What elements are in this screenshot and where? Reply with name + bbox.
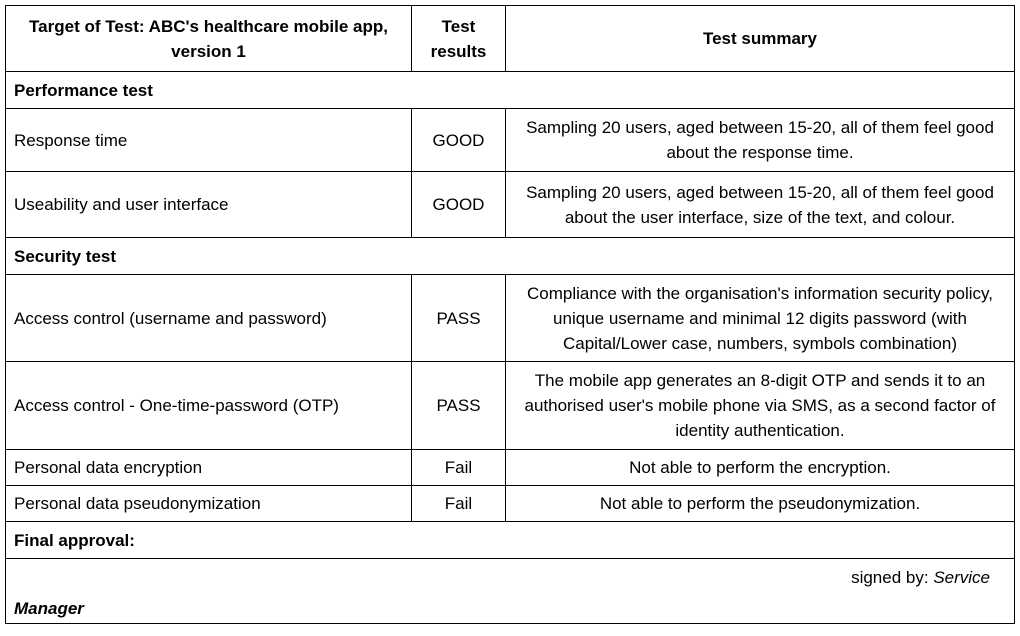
section-title-security: Security test <box>6 238 1015 275</box>
test-name-cell: Useability and user interface <box>6 172 412 238</box>
test-result-cell: PASS <box>412 275 506 362</box>
table-row <box>6 450 1015 486</box>
header-row <box>6 6 1015 72</box>
test-name-cell: Personal data encryption <box>6 450 412 486</box>
test-summary-cell: Sampling 20 users, aged between 15-20, all of them feel good about the response time. <box>506 109 1015 172</box>
test-summary-cell: Not able to perform the pseudonymization. <box>506 486 1015 522</box>
section-row-performance <box>6 72 1015 109</box>
section-row-final <box>6 522 1015 559</box>
section-title-performance: Performance test <box>6 72 1015 109</box>
test-name-cell: Access control - One-time-password (OTP) <box>6 362 412 450</box>
header-target-cell: Target of Test: ABC's healthcare mobile app, version 1 <box>6 6 412 72</box>
test-summary-cell: Sampling 20 users, aged between 15-20, all of them feel good about the user interface, size of the text, and colour. <box>506 172 1015 238</box>
table-row <box>6 275 1015 362</box>
test-name-cell: Personal data pseudonymization <box>6 486 412 522</box>
table-row <box>6 172 1015 238</box>
test-result-cell: Fail <box>412 450 506 486</box>
section-title-final: Final approval: <box>6 522 1015 559</box>
test-name-cell: Response time <box>6 109 412 172</box>
table-row <box>6 486 1015 522</box>
header-summary-cell: Test summary <box>506 6 1015 72</box>
test-name-cell: Access control (username and password) <box>6 275 412 362</box>
signed-by-line <box>851 565 990 590</box>
test-summary-cell: Compliance with the organisation's information security policy, unique username and minimal 12 digits password (with Capital/Lower case, numbers, symbols combination) <box>506 275 1015 362</box>
signer-role-part2: Manager <box>14 599 84 618</box>
signer-role-part1: Service <box>933 568 990 587</box>
signature-cell <box>6 559 1015 624</box>
signature-block <box>6 559 1014 623</box>
section-row-security <box>6 238 1015 275</box>
table-row <box>6 109 1015 172</box>
test-report-table <box>5 5 1015 624</box>
signed-by-label: signed by: <box>851 568 934 587</box>
test-summary-cell: Not able to perform the encryption. <box>506 450 1015 486</box>
signature-row <box>6 559 1015 624</box>
test-summary-cell: The mobile app generates an 8-digit OTP and sends it to an authorised user's mobile phone via SMS, as a second factor of identity authentication. <box>506 362 1015 450</box>
test-result-cell: PASS <box>412 362 506 450</box>
table-row <box>6 362 1015 450</box>
header-results-cell: Test results <box>412 6 506 72</box>
test-result-cell: GOOD <box>412 109 506 172</box>
test-result-cell: GOOD <box>412 172 506 238</box>
test-result-cell: Fail <box>412 486 506 522</box>
